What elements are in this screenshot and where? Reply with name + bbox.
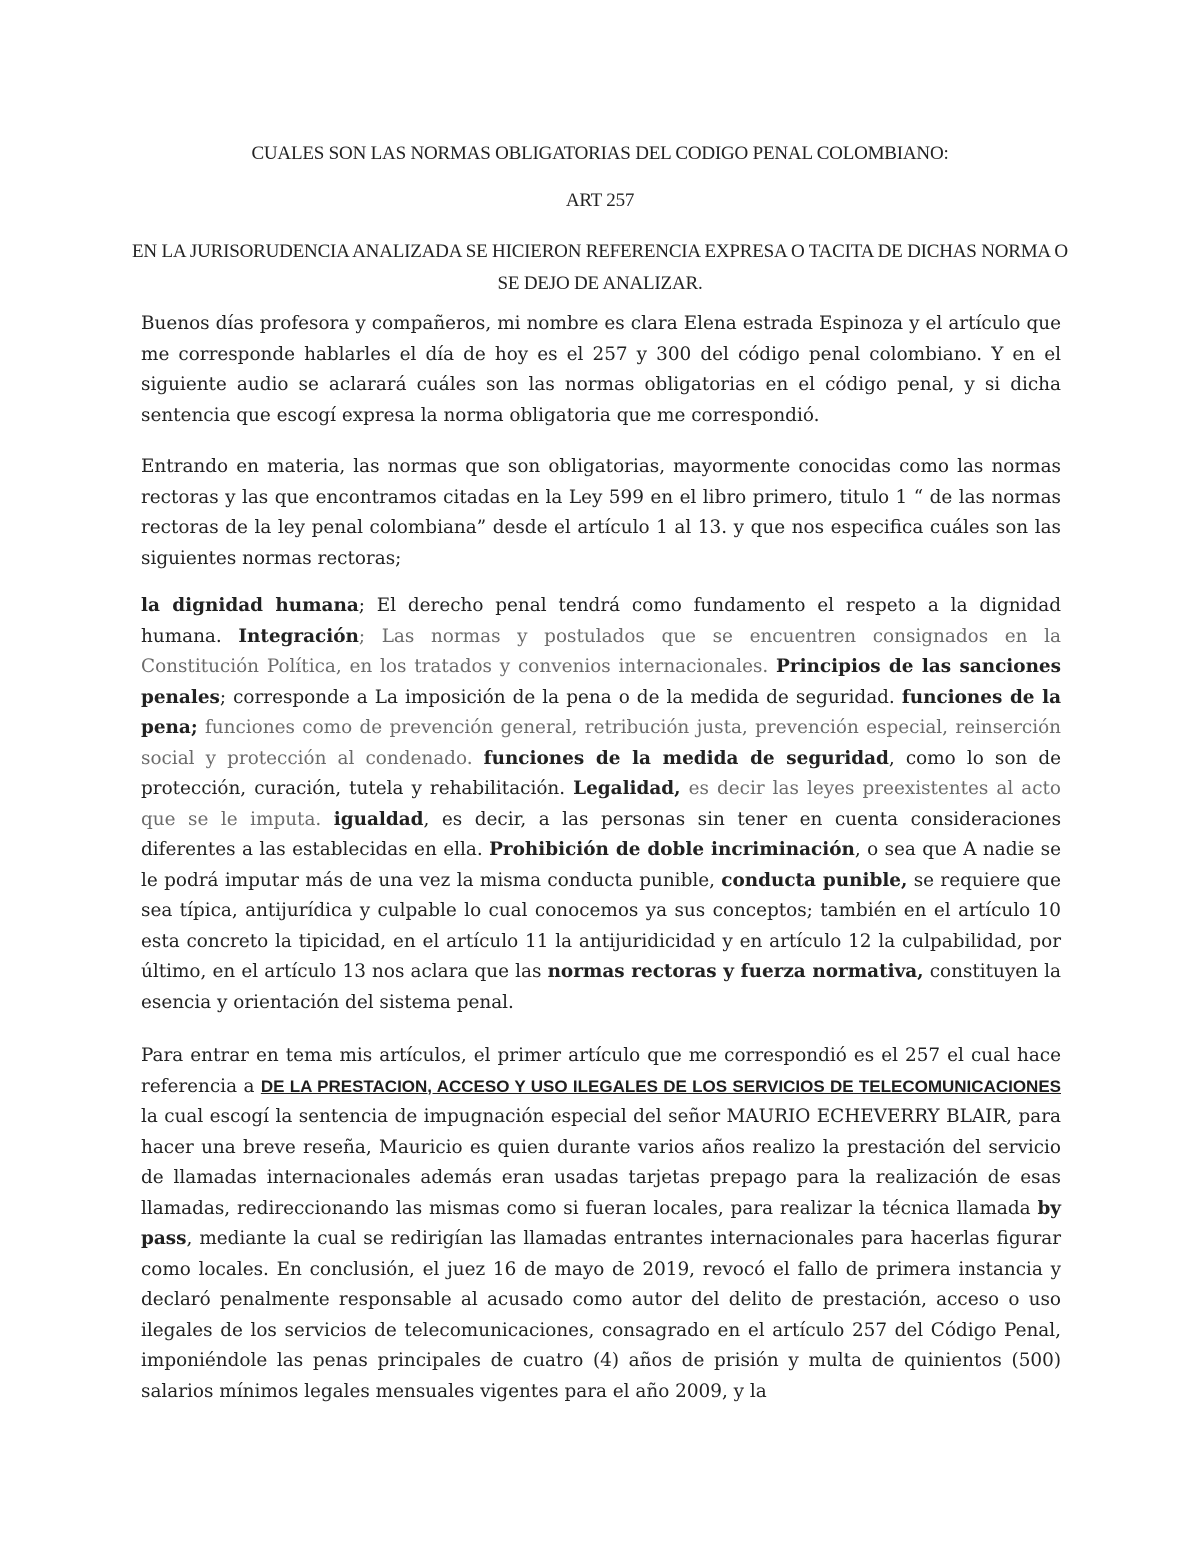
term-principios-sanciones: Principios de las sanciones penales [141, 656, 1061, 708]
principles-paragraph [141, 591, 1061, 1018]
term-prohibicion: Prohibición de doble incriminación [489, 839, 855, 860]
article-257-paragraph [141, 1041, 1061, 1407]
term-normas-rectoras: normas rectoras y fuerza normativa, [547, 961, 924, 982]
text-segment: Para entrar en tema mis artículos, el primer artículo que me correspondió es el 257 el cual hace referencia a [141, 1045, 1061, 1097]
text-segment: es decir las leyes preexistentes al acto que se le imputa. [141, 778, 1062, 830]
text-segment: , o sea que A nadie se le podrá imputar más de una vez la misma conducta punible, [141, 839, 1061, 891]
normas-rectoras-paragraph: Entrando en materia, las normas que son obligatorias, mayormente conocidas como las normas rectoras y las que encontramos citadas en la Ley 599 en el libro primero, titulo 1 “ de las normas rectoras de la ley penal colombiana” desde el artículo 1 al 13. y que nos especifica cuáles son las siguientes normas rectoras; [141, 456, 1061, 569]
term-funciones-pena: funciones de la pena; [141, 686, 1062, 738]
article-title-underlined: DE LA PRESTACION, ACCESO Y USO ILEGALES DE LOS SERVICIOS DE TELECOMUNICACIONES [260, 1076, 1061, 1096]
term-funciones-medida: funciones de la medida de seguridad [483, 747, 889, 769]
article-heading: ART 257 [565, 190, 635, 211]
term-igualdad: igualdad [333, 808, 424, 830]
term-integracion: Integración [238, 625, 359, 647]
text-segment: ; corresponde a La imposición de la pena o de la medida de seguridad. [219, 686, 902, 708]
text-segment: , como lo son de protección, curación, tutela y rehabilitación. [141, 747, 1061, 799]
term-dignidad: la dignidad humana [141, 595, 359, 616]
text-segment: la cual escogí la sentencia de impugnación especial del señor MAURIO ECHEVERRY BLAIR, para hacer una breve reseña, Mauricio es quien durante varios años realizo la prestación del servicio de llamadas internacionales además eran usadas tarjetas prepago para la realización de esas llamadas, redireccionando las mismas como si fueran locales, para realizar la técnica llamada [141, 1106, 1061, 1219]
text-segment: se requiere que sea típica, antijurídica y culpable lo cual conocemos ya sus conceptos; también en el artículo 10 esta concreto la tipicidad, en el artículo 11 la antijuridicidad y en artículo 12 la culpabilidad, por último, en el artículo 13 nos aclara que las [141, 869, 1061, 982]
term-legalidad: Legalidad, [573, 778, 681, 799]
text-segment: , es decir, a las personas sin tener en cuenta consideraciones diferentes a las establecidas en ella. [141, 808, 1062, 860]
intro-paragraph: Buenos días profesora y compañeros, mi nombre es clara Elena estrada Espinoza y el artículo que me corresponde hablarles el día de hoy es el 257 y 300 del código penal colombiano. Y en el siguiente audio se aclarará cuáles son las normas obligatorias en el código penal, y si dicha sentencia que escogí expresa la norma obligatoria que me correspondió. [141, 313, 1061, 426]
text-segment: ; Las normas y postulados que se encuentren consignados en la Constitución Política, en los tratados y convenios internacionales. [141, 625, 1061, 677]
term-conducta-punible: conducta punible, [721, 869, 908, 891]
document-title: CUALES SON LAS NORMAS OBLIGATORIAS DEL CODIGO PENAL COLOMBIANO: [251, 143, 949, 164]
text-segment: funciones como de prevención general, retribución justa, prevención especial, reinserción social y protección al condenado. [141, 717, 1061, 769]
text-segment: ; El derecho penal tendrá como fundamento el respeto a la dignidad humana. [141, 595, 1062, 647]
text-segment: , mediante la cual se redirigían las llamadas entrantes internacionales para hacerlas figurar como locales. En conclusión, el juez 16 de mayo de 2019, revocó el fallo de primera instancia y declaró penalmente responsable al acusado como autor del delito de prestación, acceso o uso ilegales de los servicios de telecomunicaciones, consagrado en el artículo 257 del Código Penal, imponiéndole las penas principales de cuatro (4) años de prisión y multa de quinientos (500) salarios mínimos legales mensuales vigentes para el año 2009, y la [141, 1228, 1061, 1402]
term-by-pass: by pass [141, 1197, 1061, 1249]
text-segment: constituyen la esencia y orientación del sistema penal. [141, 961, 1061, 1013]
question-heading: EN LA JURISORUDENCIA ANALIZADA SE HICIERON REFERENCIA EXPRESA O TACITA DE DICHAS NORMA O SE DEJO DE ANALIZAR. [132, 241, 1068, 294]
